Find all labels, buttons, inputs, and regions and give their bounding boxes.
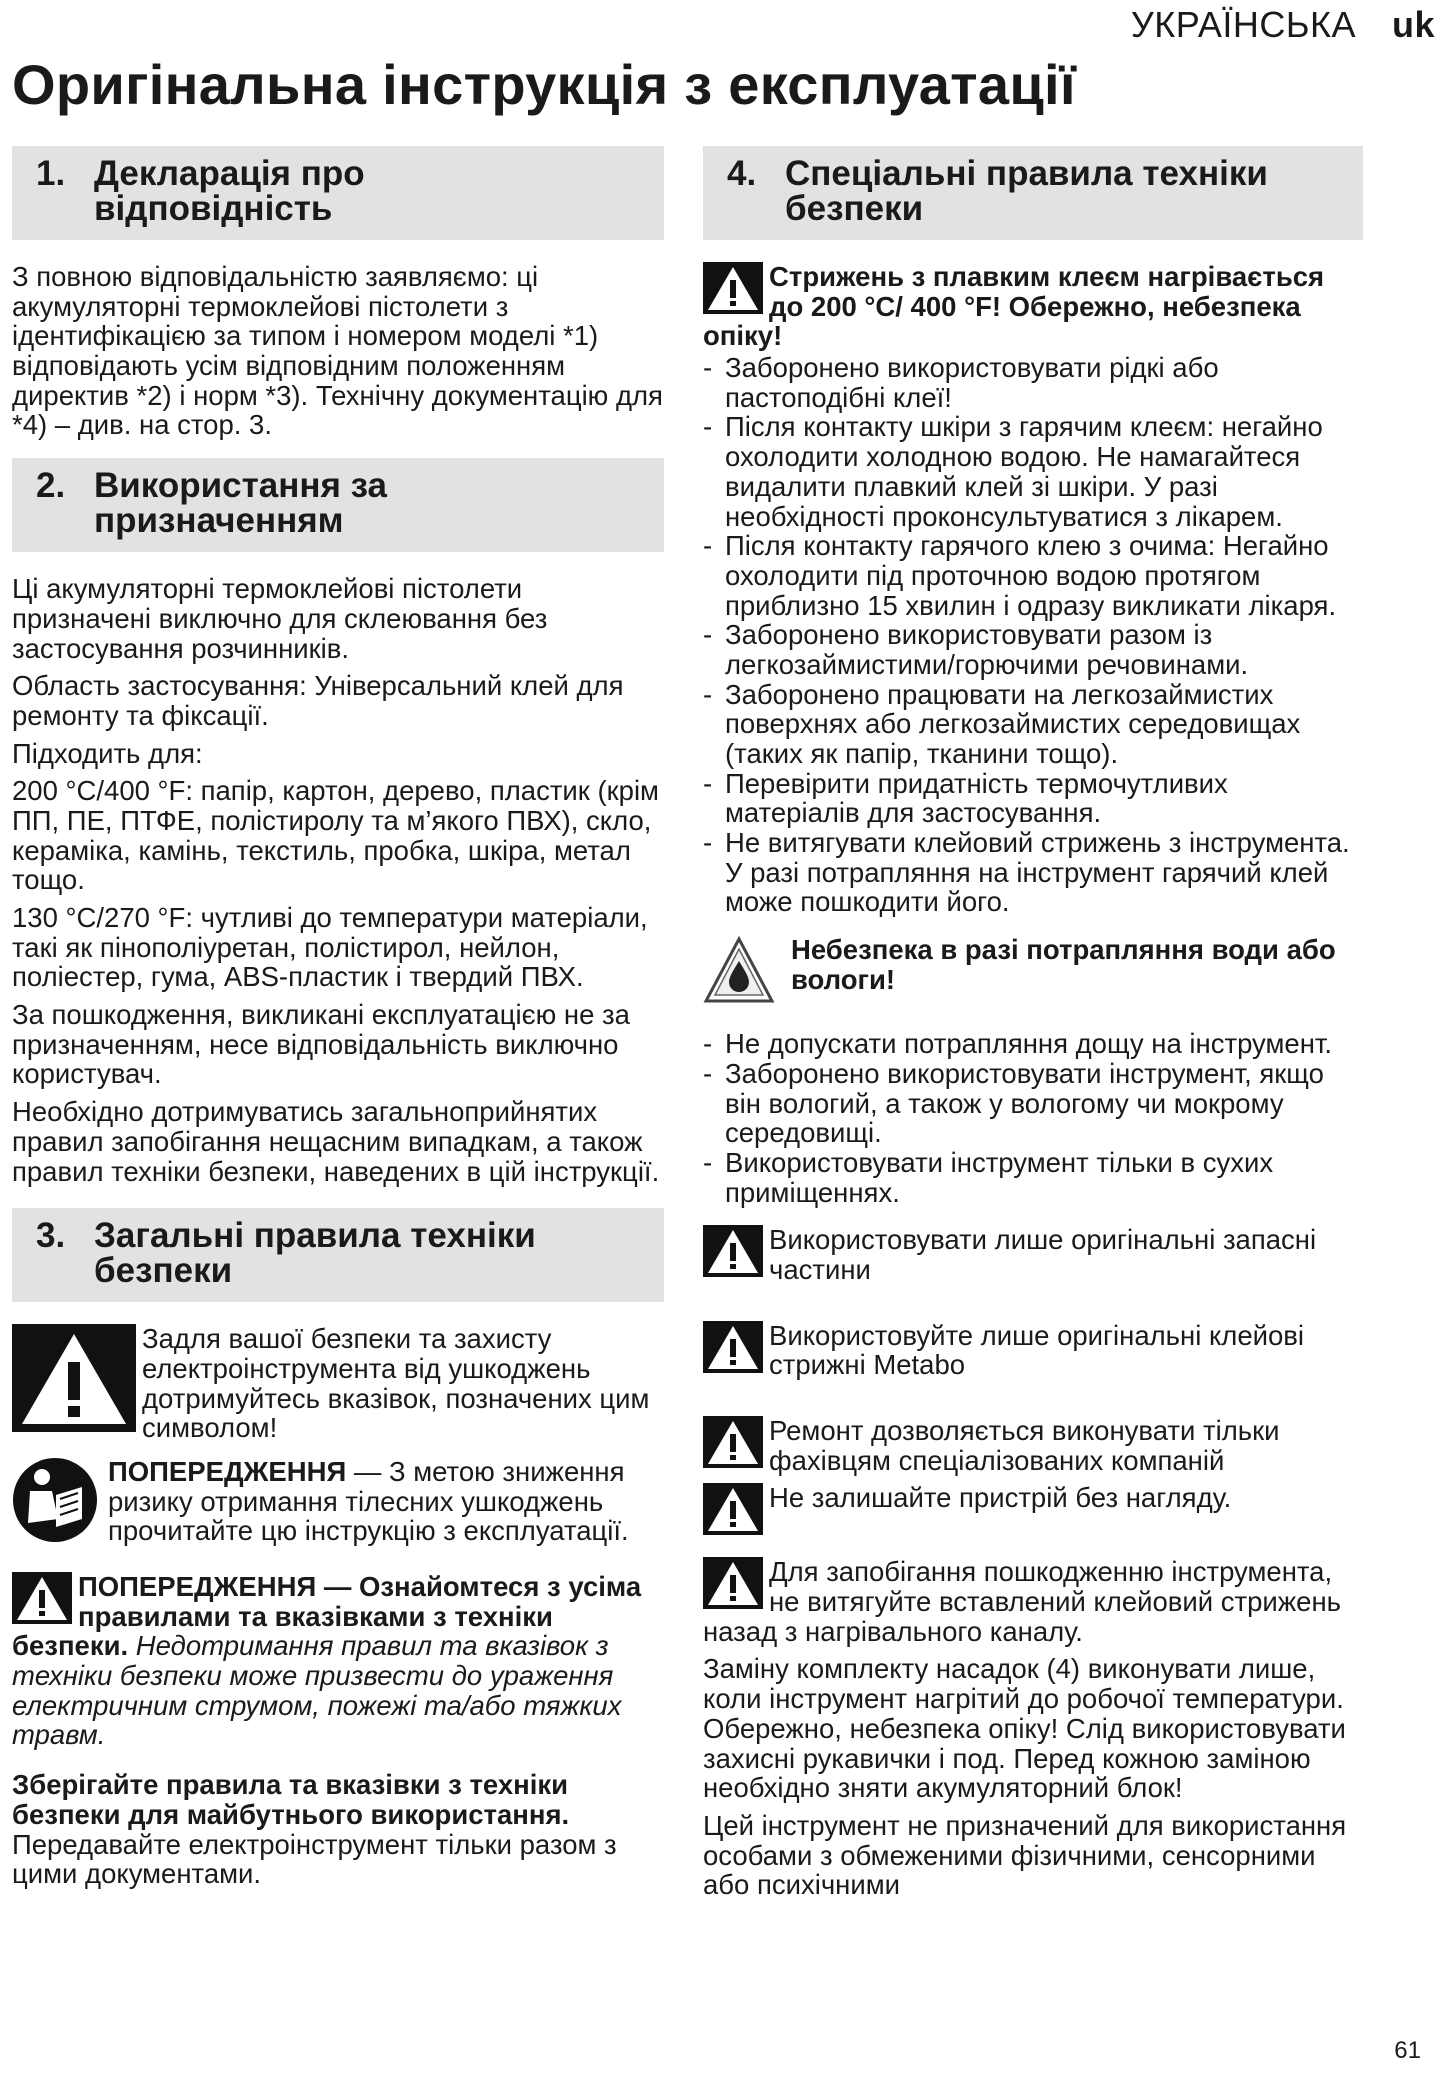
glue-sticks-text: Використовуйте лише оригінальні клейові стрижні Metabo xyxy=(769,1319,1305,1381)
section-3-heading xyxy=(12,1208,664,1302)
glue-sticks-note xyxy=(703,1321,1363,1380)
section-number: 3. xyxy=(36,1216,66,1256)
application-area-text: Область застосування: Універсальний клей для ремонту та фіксації. xyxy=(12,670,624,731)
safety-symbol-text: Задля вашої безпеки та захисту електроінструмента від ушкоджень дотримуйтесь вказівок, позначених цим символом! xyxy=(142,1323,650,1444)
water-warning xyxy=(703,935,1363,1007)
document-title: Оригінальна інструкція з експлуатації xyxy=(12,53,1076,116)
declaration-text: З повною відповідальністю заявляємо: ці акумуляторні термоклейові пістолети з ідентифікацією за типом і номером моделі *1) відповідають усім відповідним положенням директив *2) і норм *3). Технічну документацію для *4) – див. на стор. 3. xyxy=(12,261,663,441)
spare-parts-text: Використовувати лише оригінальні запасні частини xyxy=(769,1224,1317,1285)
language-name: УКРАЇНСЬКА xyxy=(1130,4,1356,45)
do-not-pull-stick-text: Для запобігання пошкодженню інструмента, не витягуйте вставлений клейовий стрижень назад з нагрівального каналу. xyxy=(703,1556,1341,1647)
water-drop-warning-icon xyxy=(703,935,775,1007)
section-title-line: безпеки xyxy=(785,189,924,228)
read-manual-text: — З метою зниження ризику отримання тілесних ушкоджень прочитайте цю інструкцію з експлуатації. xyxy=(108,1455,629,1547)
list-item: - Заборонено працювати на легкозаймистих поверхнях або легкозаймистих середовищах (таких як папір, тканини тощо). xyxy=(703,680,1363,769)
accident-prevention-text: Необхідно дотримуватись загальноприйнятих правил запобігання нещасним випадкам, а також правил техніки безпеки, наведених в цій інструкції. xyxy=(12,1096,660,1187)
list-item: - Заборонено використовувати разом із легкозаймистими/горючими речовинами. xyxy=(703,620,1363,679)
section-4-heading xyxy=(703,146,1363,240)
list-item: - Не витягувати клейовий стрижень з інструмента. У разі потрапляння на інструмент гарячий клей може пошкодити його. xyxy=(703,828,1363,917)
section-title-line: Спеціальні правила техніки xyxy=(785,154,1268,193)
section-number: 4. xyxy=(727,154,757,193)
nozzle-replacement-text: Заміну комплекту насадок (4) виконувати лише, коли інструмент нагрітий до робочої температури. Обережно, небезпека опіку! Слід використовувати захисні рукавички і под. Перед кожною заміною необхідно зняти акумуляторний блок! xyxy=(703,1653,1346,1804)
right-column xyxy=(703,146,1363,1908)
large-warning-triangle-icon xyxy=(12,1324,136,1432)
hot-glue-warning xyxy=(703,262,1363,353)
unattended-text: Не залишайте пристрій без нагляду. xyxy=(769,1482,1232,1514)
intended-use-text: Ці акумуляторні термоклейові пістолети призначені виключно для склеювання без застосування розчинників. xyxy=(12,573,548,664)
section-number: 1. xyxy=(36,154,66,193)
materials-130-text: 130 °C/270 °F: чутливі до температури матеріали, такі як пінополіуретан, полістирол, нейлон, поліестер, гума, ABS-пластик і твердий ПВХ. xyxy=(12,902,648,993)
suitable-for-label: Підходить для: xyxy=(12,737,203,769)
warning-triangle-icon xyxy=(703,1416,763,1468)
list-item: - Використовувати інструмент тільки в сухих приміщеннях. xyxy=(703,1148,1363,1207)
language-header xyxy=(1131,4,1435,46)
safety-symbol-block xyxy=(12,1324,664,1451)
warning-triangle-icon xyxy=(703,1321,763,1373)
list-item: - Не допускати потрапляння дощу на інструмент. xyxy=(703,1029,1363,1059)
section-title-line: Декларація про xyxy=(94,154,365,193)
warning-label: ПОПЕРЕДЖЕННЯ xyxy=(108,1455,347,1487)
restricted-persons-text: Цей інструмент не призначений для використання особами з обмеженими фізичними, сенсорними або психічними xyxy=(703,1809,1347,1901)
list-item: - Після контакту гарячого клею з очима: Негайно охолодити під проточною водою протягом приблизно 15 хвилин і одразу викликати лікаря. xyxy=(703,531,1363,620)
read-manual-warning xyxy=(12,1457,664,1546)
section-title-line: безпеки xyxy=(94,1251,233,1291)
keep-instructions-title: Зберігайте правила та вказівки з техніки безпеки для майбутнього використання. xyxy=(12,1769,570,1830)
language-code: uk xyxy=(1391,4,1435,45)
warning-triangle-icon xyxy=(703,262,763,314)
general-warning-block xyxy=(12,1572,664,1758)
do-not-pull-stick-note xyxy=(703,1557,1363,1654)
water-warning-text: Небезпека в разі потрапляння води або вологи! xyxy=(791,934,1336,995)
keep-instructions-text: Передавайте електроінструмент тільки разом з цими документами. xyxy=(12,1828,617,1890)
section-2-heading xyxy=(12,458,664,552)
hot-glue-rules-list xyxy=(703,353,1363,917)
section-number: 2. xyxy=(36,466,66,506)
liability-text: За пошкодження, викликані експлуатацією не за призначенням, несе відповідальність виключно користувач. xyxy=(12,999,630,1090)
section-title-line: Загальні правила техніки xyxy=(94,1216,536,1256)
section-title-line: призначенням xyxy=(94,501,344,541)
left-column xyxy=(12,146,664,1897)
list-item: - Заборонено використовувати рідкі або пастоподібні клеї! xyxy=(703,353,1363,412)
materials-200-text: 200 °C/400 °F: папір, картон, дерево, пластик (крім ПП, ПЕ, ПТФЕ, полістиролу та м’якого ПВХ), скло, кераміка, камінь, текстиль, пробка, шкіра, метал тощо. xyxy=(12,775,659,896)
warning-triangle-icon xyxy=(703,1225,763,1277)
hot-glue-warning-text: Стрижень з плавким клеєм нагрівається до 200 °C/ 400 °F! Обережно, небезпека опіку! xyxy=(703,261,1325,352)
general-warning-text: Недотримання правил та вказівок з техніки безпеки може призвести до ураження електричним струмом, пожежі та/або тяжких травм. xyxy=(12,1630,622,1751)
list-item: - Після контакту шкіри з гарячим клеєм: негайно охолодити холодною водою. Не намагайтеся видалити плавкий клей зі шкіри. У разі необхідності проконсультуватися з лікарем. xyxy=(703,412,1363,531)
page-number: 61 xyxy=(1394,2037,1421,2064)
warning-triangle-icon xyxy=(12,1572,72,1624)
list-item: - Перевірити придатність термочутливих матеріалів для застосування. xyxy=(703,769,1363,828)
warning-triangle-icon xyxy=(703,1557,763,1609)
list-item: - Заборонено використовувати інструмент, якщо він вологий, а також у вологому чи мокрому середовищі. xyxy=(703,1059,1363,1148)
read-manual-icon xyxy=(12,1457,98,1543)
section-title-line: відповідність xyxy=(94,189,333,228)
spare-parts-note xyxy=(703,1225,1363,1284)
water-rules-list xyxy=(703,1029,1363,1207)
repair-note xyxy=(703,1416,1363,1475)
section-1-heading xyxy=(12,146,664,240)
general-warning-title: ПОПЕРЕДЖЕННЯ — Ознайомтеся з усіма правилами та вказівками з техніки безпеки. xyxy=(12,1571,642,1662)
warning-triangle-icon xyxy=(703,1483,763,1535)
repair-text: Ремонт дозволяється виконувати тільки фахівцям спеціалізованих компаній xyxy=(769,1415,1280,1476)
section-title-line: Використання за xyxy=(94,466,388,506)
unattended-note xyxy=(703,1483,1363,1535)
